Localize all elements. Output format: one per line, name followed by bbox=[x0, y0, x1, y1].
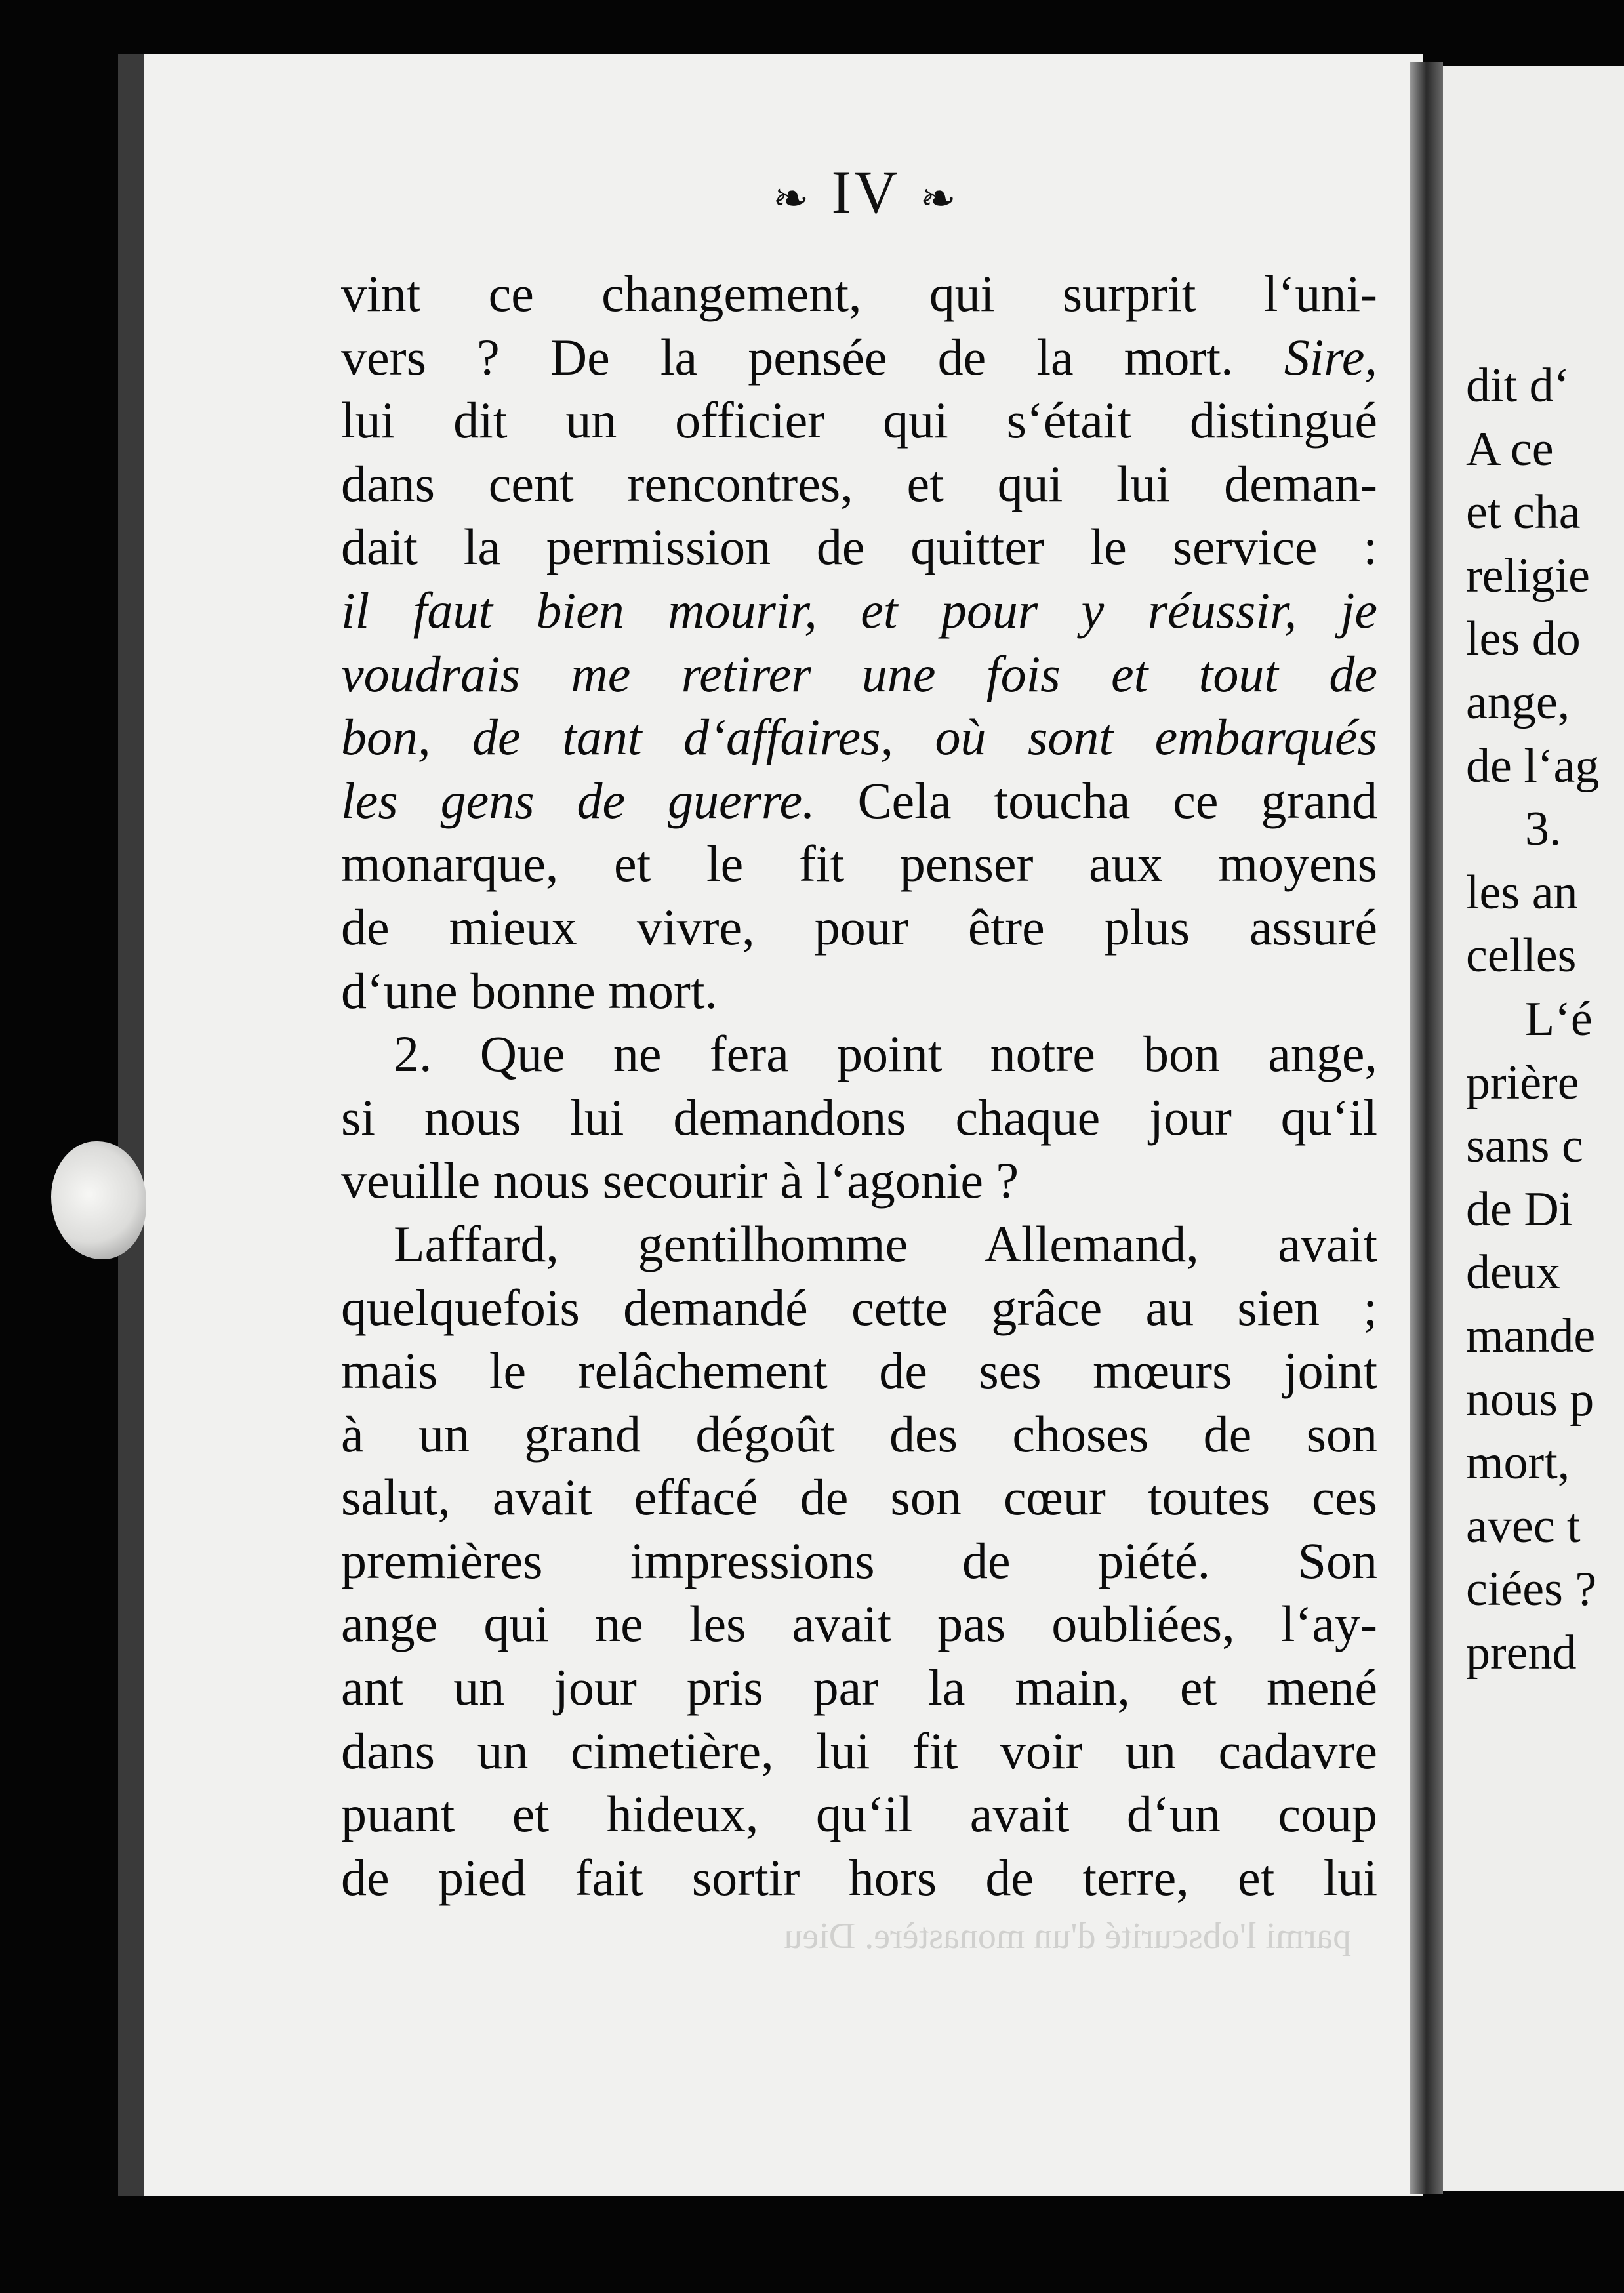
italic-word: Sire, bbox=[1284, 328, 1377, 386]
right-line: nous p bbox=[1466, 1372, 1594, 1427]
right-line: prière bbox=[1466, 1055, 1579, 1110]
text-line: premières impressions de piété. Son bbox=[341, 1532, 1377, 1589]
text-line: salut, avait effacé de son cœur toutes ces bbox=[341, 1469, 1377, 1526]
right-line: deux bbox=[1466, 1246, 1560, 1300]
paper-damage-blot bbox=[51, 1141, 146, 1259]
text-line: vint ce changement, qui surprit l‘uni- bbox=[341, 265, 1377, 322]
text-line: ant un jour pris par la main, et mené bbox=[341, 1659, 1377, 1716]
right-line: ciées ? bbox=[1466, 1562, 1597, 1617]
text-span: Cela toucha ce grand bbox=[857, 771, 1377, 829]
right-line: 3. bbox=[1525, 802, 1562, 857]
right-line: mande bbox=[1466, 1309, 1596, 1363]
running-head bbox=[708, 157, 1023, 227]
right-line: ange, bbox=[1466, 675, 1570, 729]
text-line: si nous lui demandons chaque jour qu‘il bbox=[341, 1088, 1377, 1146]
text-line: dans cent rencontres, et qui lui deman- bbox=[341, 455, 1377, 512]
text-line: d‘une bonne mort. bbox=[341, 962, 718, 1019]
text-line: ange qui ne les avait pas oubliées, l‘ay- bbox=[341, 1595, 1377, 1653]
italic-phrase: les gens de guerre. bbox=[341, 771, 815, 829]
right-line: et cha bbox=[1466, 485, 1581, 540]
text-line bbox=[341, 769, 1377, 833]
text-line: vers ? De la pensée de la mort. Sire, bbox=[341, 328, 1377, 386]
text-line: dans un cimetière, lui fit voir un cadavre bbox=[341, 1722, 1377, 1779]
text-line: dait la permission de quitter le service : bbox=[341, 518, 1377, 576]
right-line: de Di bbox=[1466, 1182, 1573, 1236]
leaf-ornament-right-icon: ❧ bbox=[920, 174, 959, 223]
text-line: Laffard, gentilhomme Allemand, avait bbox=[394, 1215, 1377, 1272]
right-line: les an bbox=[1466, 865, 1578, 920]
bleed-through-text: parmi l'obscurité d'un monastère. Dieu bbox=[784, 1916, 1351, 1957]
text-line: quelquefois demandé cette grâce au sien ; bbox=[341, 1278, 1377, 1336]
leaf-ornament-left-icon: ❧ bbox=[773, 174, 812, 223]
book-page-right bbox=[1443, 66, 1624, 2191]
right-line: L‘é bbox=[1525, 992, 1593, 1046]
right-line: sans c bbox=[1466, 1119, 1583, 1173]
text-line: 2. Que ne fera point notre bon ange, bbox=[394, 1025, 1377, 1083]
right-line: les do bbox=[1466, 612, 1581, 666]
right-line: de l‘ag bbox=[1466, 739, 1600, 793]
text-line: bon, de tant d‘affaires, où sont embarqués bbox=[341, 708, 1377, 766]
text-line: de pied fait sortir hors de terre, et lui bbox=[341, 1848, 1377, 1906]
body-text bbox=[341, 262, 1377, 1909]
text-line: mais le relâchement de ses mœurs joint bbox=[341, 1342, 1377, 1400]
page-numeral: IV bbox=[831, 159, 901, 226]
right-line: prend bbox=[1466, 1625, 1577, 1680]
right-line: dit d‘ bbox=[1466, 359, 1570, 413]
right-line: religie bbox=[1466, 548, 1591, 603]
text-line: à un grand dégoût des choses de son bbox=[341, 1405, 1377, 1463]
text-line: il faut bien mourir, et pour y réussir, je bbox=[341, 581, 1377, 639]
text-line: puant et hideux, qu‘il avait d‘un coup bbox=[341, 1785, 1377, 1843]
text-line: voudrais me retirer une fois et tout de bbox=[341, 645, 1377, 702]
book-gutter bbox=[1410, 62, 1443, 2194]
right-line: A ce bbox=[1466, 422, 1554, 476]
right-line: celles bbox=[1466, 929, 1577, 983]
text-line: de mieux vivre, pour être plus assuré bbox=[341, 898, 1377, 956]
text-line: veuille nous secourir à l‘agonie ? bbox=[341, 1152, 1019, 1209]
text-line: monarque, et le fit penser aux moyens bbox=[341, 835, 1377, 893]
right-line: avec t bbox=[1466, 1499, 1581, 1553]
right-page-text bbox=[1466, 354, 1624, 1684]
right-line: mort, bbox=[1466, 1436, 1570, 1490]
text-line: lui dit un officier qui s‘était distingué bbox=[341, 392, 1377, 449]
